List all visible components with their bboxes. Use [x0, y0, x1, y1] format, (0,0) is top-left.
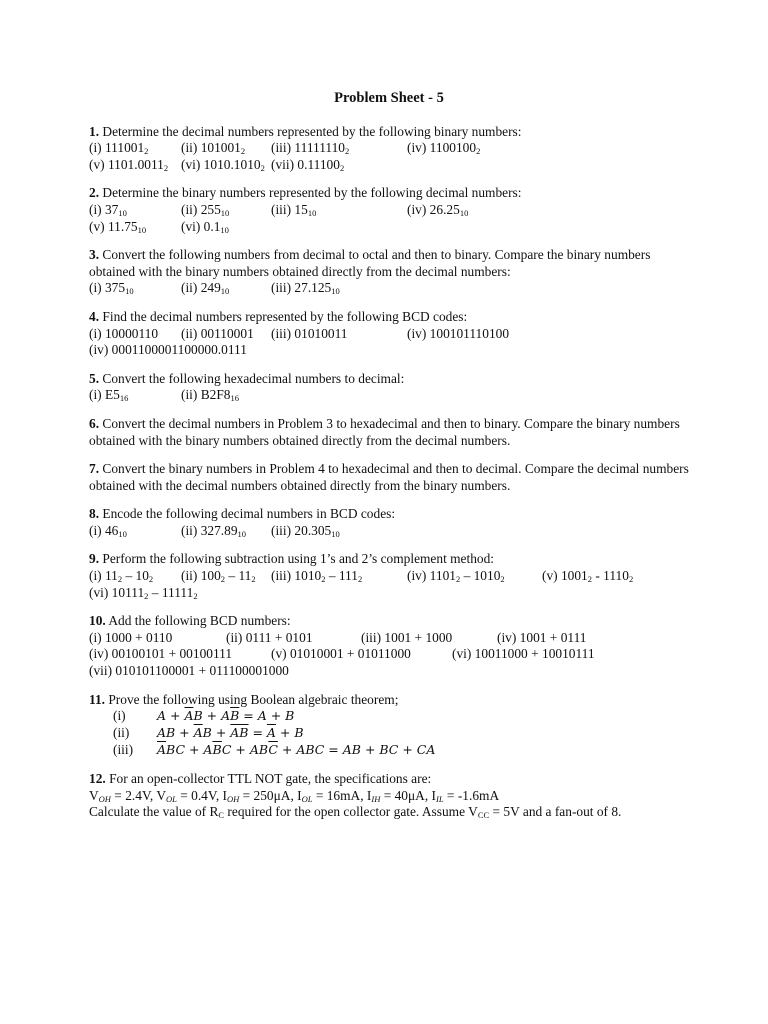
problem-statement [89, 371, 689, 388]
option-item [407, 326, 509, 343]
problem-statement [89, 309, 689, 326]
option-row [89, 630, 689, 647]
option-text: (v) 11.75 [89, 218, 138, 234]
problem-text: Add the following BCD numbers: [108, 613, 291, 629]
option-item [89, 646, 232, 663]
base-subscript: 10 [125, 286, 134, 297]
problem-text: Determine the decimal numbers represented by the following binary numbers: [102, 123, 522, 139]
problem-12 [89, 771, 689, 821]
problem-number: 8. [89, 506, 100, 522]
option-text: (ii) 00110001 [181, 325, 254, 341]
problem-5 [89, 371, 689, 404]
option-text: (ii) 0111 + 0101 [226, 629, 313, 645]
equation-text: AB + [157, 725, 194, 741]
base-subscript: 2 [117, 574, 123, 585]
base-subscript: 10 [237, 528, 247, 539]
problem-text: Convert the decimal numbers in Problem 3 to hexadecimal and then to binary. Compare the binary numbers obtained with the binary numbers obtained directly from the decimal numbers. [89, 415, 680, 448]
equation-text: A + [157, 708, 185, 724]
base-subscript: 10 [220, 207, 230, 218]
base-subscript: 10 [220, 286, 230, 297]
problem-9 [89, 551, 689, 601]
complement-term: $\overline{A}$ [193, 725, 203, 741]
problem-text: Convert the following numbers from decimal to octal and then to binary. Compare the binary numbers obtained with the binary numbers obtained directly from the decimal numbers: [89, 247, 651, 279]
option-item [89, 387, 128, 404]
base-subscript: 2 [357, 574, 363, 585]
theorem-label: (iii) [113, 742, 134, 758]
option-text: (i) 46 [89, 522, 119, 538]
option-text: (iii) 1001 + 1000 [361, 629, 453, 645]
base-subscript: 2 [193, 590, 198, 601]
option-item [271, 326, 348, 343]
base-subscript: 10 [459, 207, 469, 218]
option-text: – 11111 [148, 584, 194, 600]
theorem-row [89, 708, 689, 725]
base-subscript: 16 [230, 393, 239, 404]
option-text: - 1110 [592, 568, 629, 584]
base-subscript: 10 [331, 528, 340, 539]
option-item [89, 663, 289, 680]
spec-text: required for the open collector gate. Assume V [224, 804, 478, 820]
option-item [181, 387, 239, 404]
option-item [361, 630, 452, 647]
problem-statement [89, 506, 689, 523]
problem-number: 9. [89, 551, 100, 567]
option-text: (vii) 010101100001 + 011100001000 [89, 663, 289, 679]
option-text: (v) 1001 [542, 568, 588, 584]
base-subscript: 2 [500, 574, 505, 585]
spec-subscript: OL [166, 793, 177, 804]
option-text: – 11 [225, 568, 252, 584]
complement-term: $\overline{B}$ [230, 708, 240, 724]
problem-number: 12. [89, 771, 106, 787]
option-text: (iv) 1001 + 0111 [497, 629, 587, 645]
option-text: (iii) 15 [271, 201, 308, 217]
equation-text: = [248, 725, 267, 741]
option-item [226, 630, 313, 647]
option-item [407, 202, 468, 219]
base-subscript: 2 [339, 162, 345, 173]
problem-number: 1. [89, 123, 100, 139]
problem-statement [89, 185, 689, 202]
base-subscript: 16 [119, 393, 129, 404]
base-subscript: 2 [148, 574, 154, 585]
problem-text: Determine the binary numbers represented by the following decimal numbers: [102, 185, 522, 201]
base-subscript: 2 [587, 574, 592, 585]
base-subscript: 2 [260, 162, 265, 173]
option-row [89, 646, 689, 663]
equation-text: + B [275, 725, 304, 741]
spec-text: Calculate the value of R [89, 804, 219, 820]
problem-statement [89, 247, 689, 280]
problem-text: For an open-collector TTL NOT gate, the specifications are: [109, 771, 432, 787]
option-text: (iv) 26.25 [407, 201, 460, 217]
spec-subscript: OH [226, 793, 240, 804]
equation-text: B + [202, 725, 231, 741]
spec-subscript: OH [98, 793, 111, 804]
option-row [89, 342, 689, 359]
option-text: (iv) 1101 [407, 568, 456, 584]
spec-line [89, 788, 689, 805]
problem-sheet [89, 90, 689, 833]
base-subscript: 10 [118, 207, 127, 218]
option-row [89, 157, 689, 174]
base-subscript: 2 [144, 146, 149, 157]
spec-text: = 16mA, I [312, 787, 372, 803]
option-row [89, 202, 689, 219]
spec-text: = 2.4V, V [110, 787, 167, 803]
boolean-equation [157, 725, 304, 742]
spec-text: = 5V and a fan-out of 8. [489, 804, 622, 820]
option-row [89, 140, 689, 157]
spec-text: V [89, 787, 99, 803]
option-text: – 1010 [460, 568, 501, 584]
spec-text: = 250μA, I [239, 787, 302, 803]
option-text: (iv) 00100101 + 00100111 [89, 646, 233, 662]
option-item [407, 568, 505, 585]
option-text: – 10 [122, 568, 149, 584]
problem-4 [89, 309, 689, 359]
spec-subscript: CC [477, 810, 490, 821]
base-subscript: 10 [118, 528, 127, 539]
option-text: (vi) 10111 [89, 584, 145, 600]
option-text: (i) 1000 + 0110 [89, 629, 173, 645]
spec-subscript: IL [436, 793, 444, 804]
option-item [271, 157, 344, 174]
option-text: (iii) 1010 [271, 568, 322, 584]
option-item [497, 630, 587, 647]
problem-10 [89, 613, 689, 679]
option-text: (vi) 0.1 [181, 218, 221, 234]
theorem-row [89, 725, 689, 742]
spec-subscript: OL [301, 793, 313, 804]
problem-statement [89, 771, 689, 788]
option-item [271, 280, 340, 297]
problem-text: Convert the following hexadecimal numbers to decimal: [102, 370, 405, 386]
option-item [452, 646, 595, 663]
option-item [89, 342, 247, 359]
equation-text: B + A [193, 708, 231, 724]
base-subscript: 2 [345, 146, 350, 157]
spec-text: = -1.6mA [443, 787, 500, 803]
base-subscript: 2 [240, 146, 246, 157]
problem-7 [89, 461, 689, 494]
option-text: (iv) 100101110100 [407, 325, 510, 341]
problem-6 [89, 416, 689, 449]
base-subscript: 10 [137, 224, 147, 235]
option-item [181, 326, 254, 343]
base-subscript: 2 [455, 574, 461, 585]
option-item [89, 585, 198, 602]
option-text: – 111 [325, 568, 358, 584]
option-item [407, 140, 480, 157]
base-subscript: 10 [307, 207, 317, 218]
problem-text: Convert the binary numbers in Problem 4 to hexadecimal and then to decimal. Compare the decimal numbers obtained with the decimal numbers obtained directly from the binary numbers. [89, 461, 689, 493]
option-row [89, 326, 689, 343]
complement-term: $\overline{A}$ [157, 742, 167, 758]
problem-number: 7. [89, 461, 100, 477]
equation-text: = A + B [239, 708, 295, 724]
problem-8 [89, 506, 689, 539]
option-row [89, 568, 689, 585]
spec-text: = 40μA, I [380, 787, 437, 803]
option-text: (vi) 1010.1010 [181, 156, 261, 172]
option-text: (i) 11 [89, 568, 118, 584]
problem-number: 11. [89, 691, 105, 707]
option-text: (i) E5 [89, 387, 120, 403]
base-subscript: 2 [220, 574, 226, 585]
option-text: (vii) 0.11100 [271, 156, 340, 172]
problem-number: 5. [89, 370, 100, 386]
option-item [89, 326, 158, 343]
base-subscript: 10 [220, 224, 229, 235]
option-item [271, 202, 316, 219]
option-item [89, 157, 168, 174]
theorem-label: (i) [113, 708, 126, 724]
problem-text: Find the decimal numbers represented by the following BCD codes: [102, 308, 468, 324]
option-text: (ii) 327.89 [181, 522, 238, 538]
option-item [89, 219, 146, 236]
problem-list [89, 124, 689, 680]
problem-3 [89, 247, 689, 297]
base-subscript: 2 [163, 162, 169, 173]
problem-text: Perform the following subtraction using 1’s and 2’s complement method: [102, 551, 495, 567]
option-item [271, 646, 411, 663]
complement-term: $\overline{A}$ [266, 725, 276, 741]
option-text: (i) 10000110 [89, 325, 159, 341]
option-item [181, 568, 256, 585]
problem-number: 3. [89, 247, 100, 263]
option-item [181, 202, 229, 219]
option-text: (iii) 11111110 [271, 140, 346, 156]
problem-statement [89, 416, 689, 449]
equation-text: BC + A [166, 742, 213, 758]
option-text: (ii) 101001 [181, 140, 241, 156]
option-row [89, 585, 689, 602]
option-text: (i) 375 [89, 280, 126, 296]
equation-text: C + AB [221, 742, 269, 758]
option-item [181, 219, 229, 236]
problem-statement [89, 692, 689, 709]
base-subscript: 2 [628, 574, 634, 585]
option-row [89, 280, 689, 297]
theorem-label: (ii) [113, 725, 130, 741]
option-text: (i) 37 [89, 201, 119, 217]
problem-number: 4. [89, 308, 100, 324]
option-item [89, 280, 134, 297]
problem-statement [89, 124, 689, 141]
option-row [89, 387, 689, 404]
problem-number: 2. [89, 185, 100, 201]
boolean-equation [157, 708, 294, 725]
option-item [271, 568, 362, 585]
option-text: (iii) 20.305 [271, 522, 332, 538]
problem-statement [89, 613, 689, 630]
complement-term: $\overline{C}$ [268, 742, 278, 758]
option-item [181, 140, 245, 157]
option-text: (ii) 255 [181, 201, 221, 217]
spec-text: = 0.4V, I [176, 787, 227, 803]
complement-term: $\overline{B}$ [212, 742, 222, 758]
option-text: (iv) 1100100 [407, 140, 477, 156]
problem-11 [89, 692, 689, 760]
problem-text: Prove the following using Boolean algebraic theorem; [108, 691, 399, 707]
problem-number: 10. [89, 613, 106, 629]
base-subscript: 2 [321, 574, 326, 585]
option-row [89, 219, 689, 236]
boolean-equation [157, 742, 435, 759]
option-item [181, 157, 265, 174]
option-text: (iii) 27.125 [271, 280, 332, 296]
base-subscript: 2 [251, 574, 256, 585]
option-item [89, 523, 127, 540]
theorem-list [89, 708, 689, 759]
option-item [89, 630, 172, 647]
option-text: (vi) 10011000 + 10010111 [452, 646, 595, 662]
problem-1 [89, 124, 689, 174]
page-title: Problem Sheet - 5 [334, 90, 444, 106]
option-item [89, 568, 153, 585]
base-subscript: 10 [331, 286, 340, 297]
problem-statement [89, 551, 689, 568]
option-text: (iii) 01010011 [271, 325, 348, 341]
option-item [271, 140, 349, 157]
problem-statement [89, 461, 689, 494]
option-text: (v) 1101.0011 [89, 156, 164, 172]
option-item [89, 140, 148, 157]
spec-subscript: IH [371, 793, 381, 804]
complement-term: $\overline{AB}$ [230, 725, 249, 741]
option-item [181, 280, 229, 297]
theorem-row [89, 742, 689, 759]
option-text: (ii) 100 [181, 568, 221, 584]
option-row [89, 523, 689, 540]
base-subscript: 2 [476, 146, 481, 157]
option-text: (ii) B2F8 [181, 387, 231, 403]
option-item [89, 202, 127, 219]
problem-2 [89, 185, 689, 235]
option-text: (ii) 249 [181, 280, 221, 296]
option-item [181, 523, 246, 540]
option-text: (v) 01010001 + 01011000 [271, 646, 411, 662]
option-item [542, 568, 633, 585]
base-subscript: 2 [144, 590, 149, 601]
option-item [271, 523, 340, 540]
problem-number: 6. [89, 415, 100, 431]
calculate-line [89, 804, 689, 821]
option-text: (i) 111001 [89, 140, 145, 156]
option-text: (iv) 0001100001100000.0111 [89, 342, 247, 358]
complement-term: $\overline{A}$ [184, 708, 194, 724]
spec-subscript: C [218, 810, 225, 821]
equation-text: + ABC = AB + BC + CA [277, 742, 436, 758]
option-row [89, 663, 689, 680]
problem-text: Encode the following decimal numbers in BCD codes: [102, 506, 396, 522]
